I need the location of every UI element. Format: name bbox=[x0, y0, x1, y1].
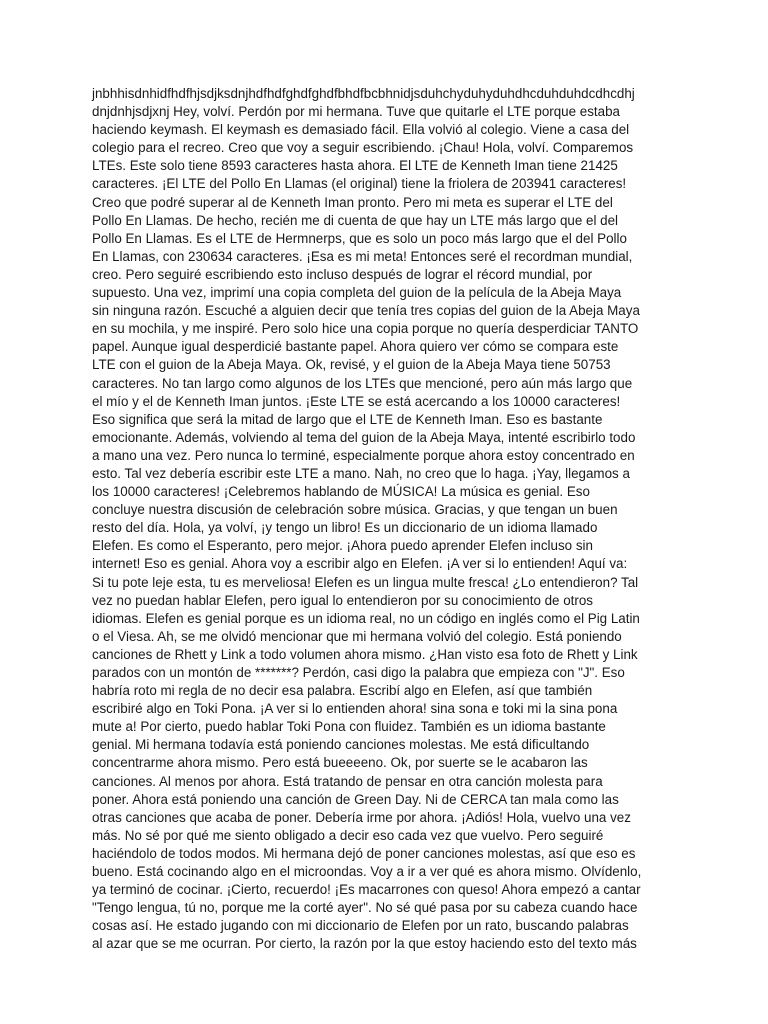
text-line: los 10000 caracteres! ¡Celebremos hablando de MÚSICA! La música es genial. Eso bbox=[92, 484, 590, 500]
text-line: mute a! Por cierto, puedo hablar Toki Pona con fluidez. También es un idioma bastante bbox=[92, 719, 606, 735]
text-line: LTE con el guion de la Abeja Maya. Ok, revisé, y el guion de la Abeja Maya tiene 50753 bbox=[92, 357, 611, 373]
text-line: Pollo En Llamas. Es el LTE de Hermnerps, que es solo un poco más largo que el del Pollo bbox=[92, 230, 627, 246]
text-line: otras canciones que acaba de poner. Debería irme por ahora. ¡Adiós! Hola, vuelvo una vez bbox=[92, 809, 631, 825]
text-line: sin ninguna razón. Escuché a alguien decir que tenía tres copias del guion de la Abeja Maya bbox=[92, 303, 640, 319]
text-line: Eso significa que será la mitad de largo que el LTE de Kenneth Iman. Eso es bastante bbox=[92, 411, 603, 427]
text-line: canciones de Rhett y Link a todo volumen ahora mismo. ¿Han visto esa foto de Rhett y Link bbox=[92, 646, 638, 662]
document-body bbox=[92, 85, 692, 954]
text-line: papel. Aunque igual desperdicié bastante papel. Ahora quiero ver cómo se compara este bbox=[92, 339, 619, 355]
text-line: a mano una vez. Pero nunca lo terminé, especialmente porque ahora estoy concentrado en bbox=[92, 447, 635, 463]
text-line: creo. Pero seguiré escribiendo esto incluso después de lograr el récord mundial, por bbox=[92, 266, 593, 282]
text-line: Elefen. Es como el Esperanto, pero mejor. ¡Ahora puedo aprender Elefen incluso sin bbox=[92, 538, 593, 554]
text-line: ya terminó de cocinar. ¡Cierto, recuerdo! ¡Es macarrones con queso! Ahora empezó a cantar bbox=[92, 882, 641, 898]
text-line: escribiré algo en Toki Pona. ¡A ver si lo entienden ahora! sina sona e toki mi la sina pona bbox=[92, 701, 618, 717]
text-line: genial. Mi hermana todavía está poniendo canciones molestas. Me está dificultando bbox=[92, 737, 590, 753]
text-line: Pollo En Llamas. De hecho, recién me di cuenta de que hay un LTE más largo que el del bbox=[92, 212, 619, 228]
text-line: en su mochila, y me inspiré. Pero solo hice una copia porque no quería desperdiciar TANTO bbox=[92, 321, 639, 337]
text-line: concluye nuestra discusión de celebración sobre música. Gracias, y que tengan un buen bbox=[92, 502, 618, 518]
text-line: "Tengo lengua, tú no, porque me la corté ayer". No sé qué pasa por su cabeza cuando hace bbox=[92, 900, 638, 916]
text-line: supuesto. Una vez, imprimí una copia completa del guion de la película de la Abeja Maya bbox=[92, 285, 622, 301]
text-line: bueno. Está cocinando algo en el microondas. Voy a ir a ver qué es ahora mismo. Olvídenlo, bbox=[92, 864, 642, 880]
text-line: internet! Eso es genial. Ahora voy a escribir algo en Elefen. ¡A ver si lo entienden! Aquí va: bbox=[92, 556, 628, 572]
text-line: al azar que se me ocurran. Por cierto, la razón por la que estoy haciendo esto del texto más bbox=[92, 936, 637, 952]
text-line: cosas así. He estado jugando con mi diccionario de Elefen por un rato, buscando palabras bbox=[92, 918, 629, 934]
text-line: caracteres. No tan largo como algunos de los LTEs que mencioné, pero aún más largo que bbox=[92, 375, 633, 391]
text-line: caracteres. ¡El LTE del Pollo En Llamas (el original) tiene la friolera de 203941 caracteres! bbox=[92, 176, 627, 192]
text-line: o el Viesa. Ah, se me olvidó mencionar que mi hermana volvió del colegio. Está poniendo bbox=[92, 628, 622, 644]
text-line: concentrarme ahora mismo. Pero está bueeeeno. Ok, por suerte se le acabaron las bbox=[92, 755, 588, 771]
text-line: vez no puedan hablar Elefen, pero igual lo entendieron por su conocimiento de otros bbox=[92, 592, 593, 608]
text-line: jnbhhisdnhidfhdfhjsdjksdnjhdfhdfghdfghdfbhdfbcbhnidjsduhchyduhyduhdhcduhduhdcdhcdhj bbox=[92, 86, 635, 101]
text-line: idiomas. Elefen es genial porque es un idioma real, no un código en inglés como el Pig Latin bbox=[92, 610, 640, 626]
text-line: dnjdnhjsdjxnj Hey, volví. Perdón por mi hermana. Tuve que quitarle el LTE porque estaba bbox=[92, 104, 620, 120]
text-line: colegio para el recreo. Creo que voy a seguir escribiendo. ¡Chau! Hola, volví. Comparemos bbox=[92, 140, 634, 156]
text-line: resto del día. Hola, ya volví, ¡y tengo un libro! Es un diccionario de un idioma llamado bbox=[92, 520, 598, 536]
text-line: En Llamas, con 230634 caracteres. ¡Esa es mi meta! Entonces seré el recordman mundial, bbox=[92, 248, 633, 264]
text-line: Si tu pote leje esta, tu es merveliosa! Elefen es un lingua multe fresca! ¿Lo entendieron? Tal bbox=[92, 574, 639, 590]
text-line: habría roto mi regla de no decir esa palabra. Escribí algo en Elefen, así que también bbox=[92, 683, 593, 699]
text-line: más. No sé por qué me siento obligado a decir eso cada vez que vuelvo. Pero seguiré bbox=[92, 827, 604, 843]
text-line: LTEs. Este solo tiene 8593 caracteres hasta ahora. El LTE de Kenneth Iman tiene 21425 bbox=[92, 158, 618, 174]
text-line: haciéndolo de todos modos. Mi hermana dejó de poner canciones molestas, así que eso es bbox=[92, 845, 636, 861]
text-line: el mío y el de Kenneth Iman juntos. ¡Este LTE se está acercando a los 10000 caracteres! bbox=[92, 393, 621, 409]
text-line: Creo que podré superar al de Kenneth Iman pronto. Pero mi meta es superar el LTE del bbox=[92, 194, 613, 210]
text-line: parados con un montón de *******? Perdón, casi digo la palabra que empieza con "J". Eso bbox=[92, 665, 625, 680]
text-line: poner. Ahora está poniendo una canción de Green Day. Ni de CERCA tan mala como las bbox=[92, 791, 619, 807]
text-line: haciendo keymash. El keymash es demasiado fácil. Ella volvió al colegio. Viene a casa del bbox=[92, 122, 630, 138]
text-line: canciones. Al menos por ahora. Está tratando de pensar en otra canción molesta para bbox=[92, 773, 603, 789]
text-line: esto. Tal vez debería escribir este LTE a mano. Nah, no creo que lo haga. ¡Yay, llegamos a bbox=[92, 465, 630, 481]
text-line: emocionante. Además, volviendo al tema del guion de la Abeja Maya, intenté escribirlo todo bbox=[92, 429, 636, 445]
